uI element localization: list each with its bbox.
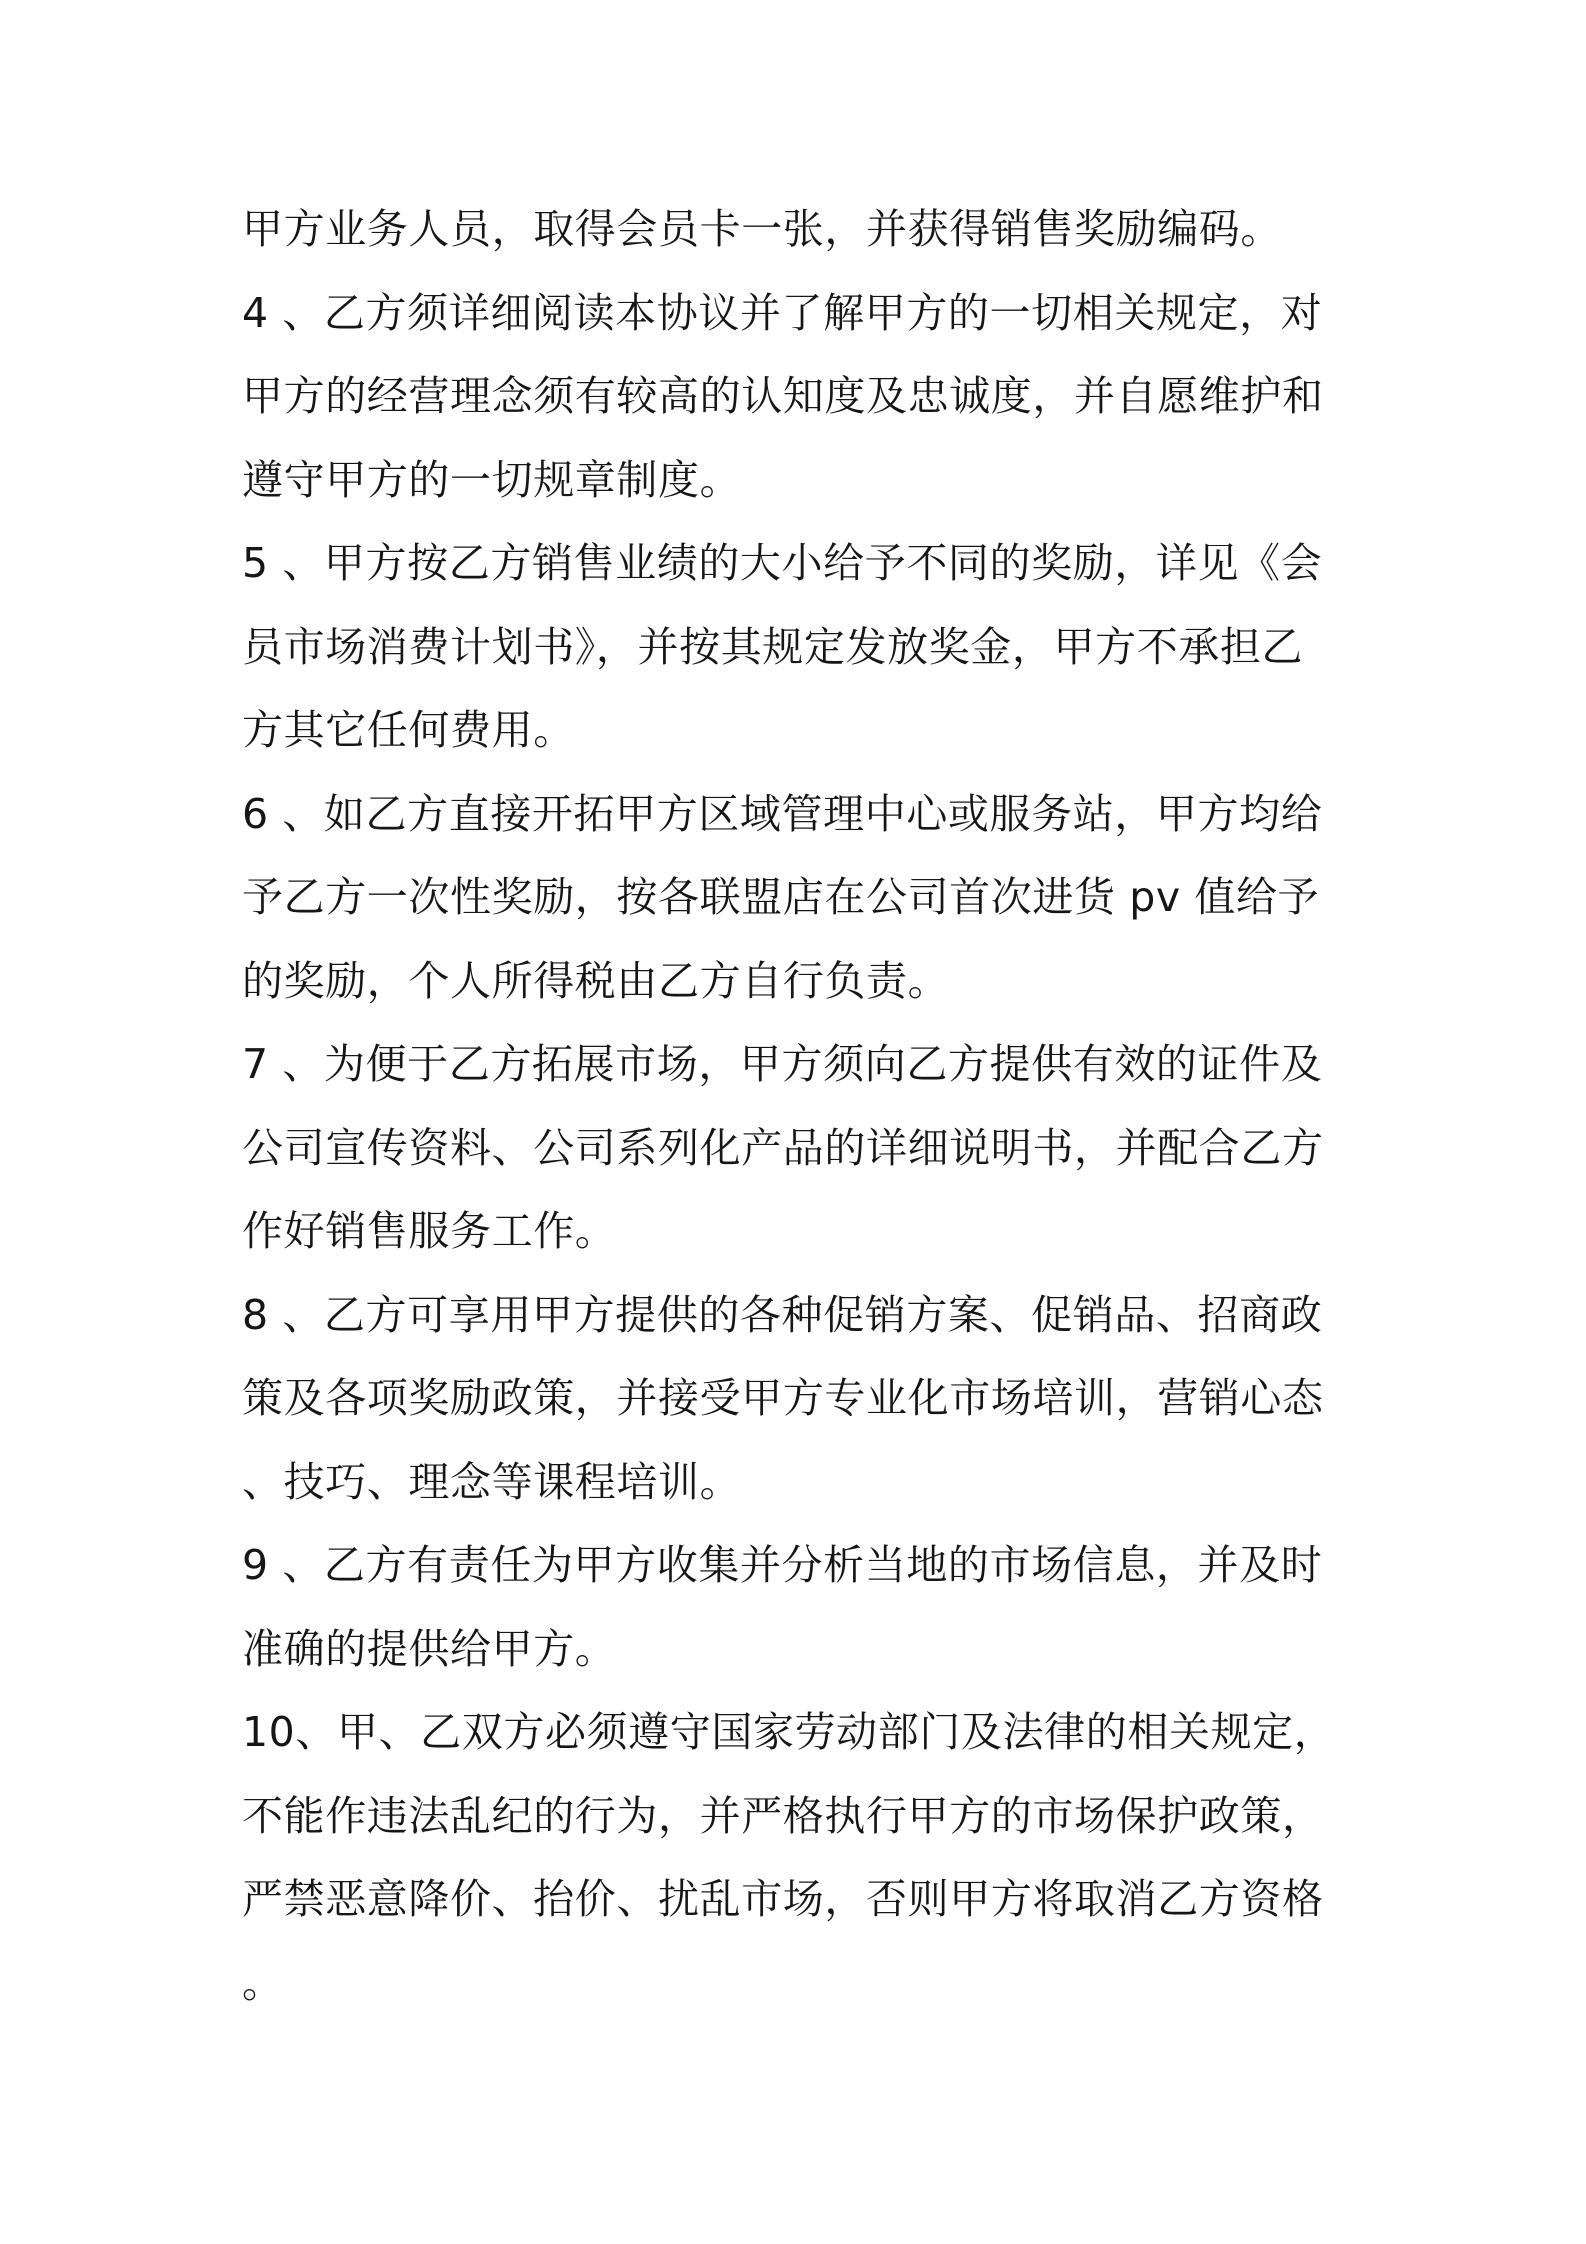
text-line: 准确的提供给甲方。 (242, 1624, 617, 1673)
text-line: 严禁恶意降价、抬价、扰乱市场，否则甲方将取消乙方资格 (242, 1875, 1324, 1923)
text-line: 6 、如乙方直接开拓甲方区域管理中心或服务站，甲方均给 (242, 789, 1323, 838)
text-line: 甲方业务人员，取得会员卡一张，并获得销售奖励编码。 (242, 205, 1282, 253)
text-line: 公司宣传资料、公司系列化产品的详细说明书，并配合乙方 (242, 1123, 1324, 1172)
text-line: 8 、乙方可享用甲方提供的各种促销方案、促销品、招商政 (242, 1290, 1323, 1339)
text-line: 遵守甲方的一切规章制度。 (242, 455, 742, 504)
document-body (242, 188, 1362, 2025)
text-line: 10、甲、乙双方必须遵守国家劳动部门及法律的相关规定， (242, 1708, 1336, 1756)
text-line: 员市场消费计划书》，并按其规定发放奖金，甲方不承担乙 (242, 622, 1304, 671)
text-line: 。 (242, 1958, 284, 2007)
text-line: 4 、乙方须详细阅读本协议并了解甲方的一切相关规定，对 (242, 288, 1323, 337)
text-line: 作好销售服务工作。 (242, 1207, 617, 1255)
text-line: 5 、甲方按乙方销售业绩的大小给予不同的奖励，详见《会 (242, 539, 1323, 587)
text-line: 方其它任何费用。 (242, 706, 575, 754)
text-line: 不能作违法乱纪的行为，并严格执行甲方的市场保护政策， (242, 1791, 1324, 1840)
text-line: 、技巧、理念等课程培训。 (242, 1457, 742, 1506)
text-line: 7 、为便于乙方拓展市场，甲方须向乙方提供有效的证件及 (242, 1040, 1323, 1088)
text-line: 甲方的经营理念须有较高的认知度及忠诚度，并自愿维护和 (242, 372, 1324, 420)
text-line: 予乙方一次性奖励，按各联盟店在公司首次进货 pv 值给予 (242, 873, 1320, 921)
text-line: 的奖励，个人所得税由乙方自行负责。 (242, 956, 950, 1005)
text-line: 9 、乙方有责任为甲方收集并分析当地的市场信息，并及时 (242, 1541, 1323, 1589)
text-line: 策及各项奖励政策，并接受甲方专业化市场培训，营销心态 (242, 1374, 1324, 1422)
